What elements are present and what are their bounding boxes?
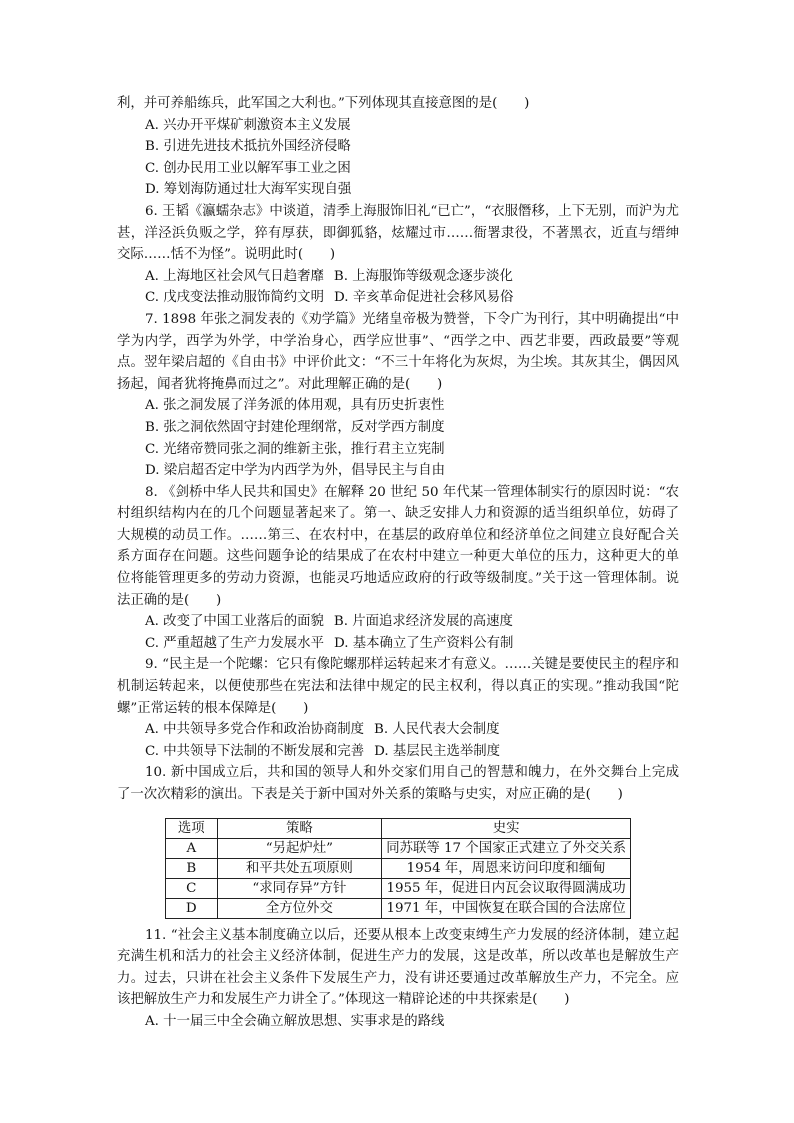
q8-stem: 8. 《剑桥中华人民共和国史》在解释 20 世纪 50 年代某一管理体制实行的原因时说：“农村组织结构内在的几个问题显著起来了。第一、缺乏安排人力和资源的适当组织单位，妨碍了大规模的动员工作。……第三、在农村中，在基层的政府单位和经济单位之间建立良好配合关系方面存在问题。这些问题争论的结果成了在农村中建立一种更大单位的压力，这种更大的单位将能管理更多的劳动力资源，也能灵巧地适应政府的行政等级制度。”关于这一管理体制。说法正确的是( ) — [117, 484, 679, 608]
q8-options-row-2 — [117, 633, 679, 655]
q8-option-d: D. 基本确立了生产资料公有制 — [333, 635, 514, 651]
q7-option-c: C. 光绪帝赞同张之洞的维新主张，推行君主立宪制 — [145, 441, 445, 457]
q8-option-c: C. 严重超越了生产力发展水平 — [145, 635, 324, 651]
q10-stem: 10. 新中国成立后，共和国的领导人和外交家们用自己的智慧和魄力，在外交舞台上完成了一次次精彩的演出。下表是关于新中国对外关系的策略与史实，对应正确的是( ) — [117, 765, 679, 802]
q6-option-a: A. 上海地区社会风气日趋奢靡 — [145, 268, 324, 284]
q5-option-d: D. 筹划海防通过壮大海军实现自强 — [145, 182, 352, 198]
q5-stem-continuation: 利，并可养船练兵，此军国之大利也。”下列体现其直接意图的是( ) — [117, 96, 530, 111]
q5-option-c: C. 创办民用工业以解军事工业之困 — [145, 160, 351, 176]
table-row — [166, 838, 631, 858]
table-cell-strategy: “另起炉灶” — [217, 838, 382, 858]
q11-stem: 11. “社会主义基本制度确立以后，还要从根本上改变束缚生产力发展的经济体制，建立起充满生机和活力的社会主义经济体制，促进生产力的发展，这是改革，所以改革也是解放生产力。过去，只讲在社会主义条件下发展生产力，没有讲还要通过改革解放生产力，不完全。应该把解放生产力和发展生产力讲全了。”体现这一精辟论述的中共探索是( ) — [117, 927, 679, 1008]
table-cell-option: D — [166, 898, 218, 918]
q6-option-c: C. 戊戌变法推动服饰简约文明 — [145, 290, 324, 306]
table-cell-option: A — [166, 838, 218, 858]
table-row — [166, 858, 631, 878]
q8-options-row-1 — [117, 611, 679, 633]
table-cell-strategy: 全方位外交 — [217, 898, 382, 918]
table-cell-option: B — [166, 858, 218, 878]
table-header-strategy: 策略 — [217, 818, 382, 838]
q8-option-b: B. 片面追求经济发展的高速度 — [333, 614, 513, 630]
q6-options-row-1 — [117, 266, 679, 288]
q9-options-row-1 — [117, 719, 679, 741]
table-header-fact: 史实 — [382, 818, 631, 838]
q8-option-a: A. 改变了中国工业落后的面貌 — [145, 614, 324, 630]
table-row — [166, 878, 631, 898]
q6-stem: 6. 王韬《瀛蠕杂志》中谈道，清季上海服饰旧礼“已亡”，“衣服僭移，上下无别，而沪为尤甚，洋泾浜负贩之学，猝有厚获，即御狐貉，炫耀过市……衙署隶役，不著黑衣，近直与缙绅交际……恬不为怪”。说明此时( ) — [117, 203, 679, 263]
table-header-option: 选项 — [166, 818, 218, 838]
q9-option-c: C. 中共领导下法制的不断发展和完善 — [145, 743, 365, 759]
q9-stem: 9. “民主是一个陀螺：它只有像陀螺那样运转起来才有意义。……关键是要使民主的程序和机制运转起来，以便使那些在宪法和法律中规定的民主权利，得以真正的实现。”推动我国“陀螺”正常运转的根本保障是( ) — [117, 657, 679, 716]
table-cell-fact: 1954 年，周恩来访问印度和缅甸 — [382, 858, 631, 878]
table-cell-strategy: “求同存异”方针 — [217, 878, 382, 898]
table-cell-fact: 1955 年，促进日内瓦会议取得圆满成功 — [382, 878, 631, 898]
table-cell-strategy: 和平共处五项原则 — [217, 858, 382, 878]
q6-options-row-2 — [117, 287, 679, 309]
q7-option-b: B. 张之洞依然固守封建伦理纲常，反对学西方制度 — [145, 419, 445, 435]
exam-page — [117, 93, 679, 1033]
q10-table — [165, 818, 631, 919]
q6-option-b: B. 上海服饰等级观念逐步淡化 — [333, 268, 513, 284]
q9-option-a: A. 中共领导多党合作和政治协商制度 — [145, 722, 365, 738]
table-row — [166, 898, 631, 918]
table-header-row — [166, 818, 631, 838]
q9-options-row-2 — [117, 741, 679, 763]
q9-option-d: D. 基层民主选举制度 — [374, 743, 501, 759]
q7-stem: 7. 1898 年张之洞发表的《劝学篇》光绪皇帝极为赞誉，下令广为刊行，其中明确提出“中学为内学，西学为外学，中学治身心，西学应世事”、“西学之中、西艺非要，西政最要”等观点。翌年梁启超的《自由书》中评价此文：“不三十年将化为灰烬，为尘埃。其灰其尘，偶因风扬起，闻者犹将掩鼻而过之”。对此理解正确的是( ) — [117, 311, 679, 392]
table-cell-fact: 同苏联等 17 个国家正式建立了外交关系 — [382, 838, 631, 858]
q5-option-a: A. 兴办开平煤矿刺激资本主义发展 — [145, 117, 351, 133]
q7-option-a: A. 张之洞发展了洋务派的体用观，具有历史折衷性 — [145, 398, 445, 414]
q11-option-a: A. 十一届三中全会确立解放思想、实事求是的路线 — [145, 1013, 445, 1029]
q5-option-b: B. 引进先进技术抵抗外国经济侵略 — [145, 139, 351, 155]
q6-option-d: D. 辛亥革命促进社会移风易俗 — [333, 290, 514, 306]
q9-option-b: B. 人民代表大会制度 — [374, 722, 500, 738]
q7-option-d: D. 梁启超否定中学为内西学为外，倡导民主与自由 — [145, 463, 445, 479]
table-cell-fact: 1971 年，中国恢复在联合国的合法席位 — [382, 898, 631, 918]
table-cell-option: C — [166, 878, 218, 898]
